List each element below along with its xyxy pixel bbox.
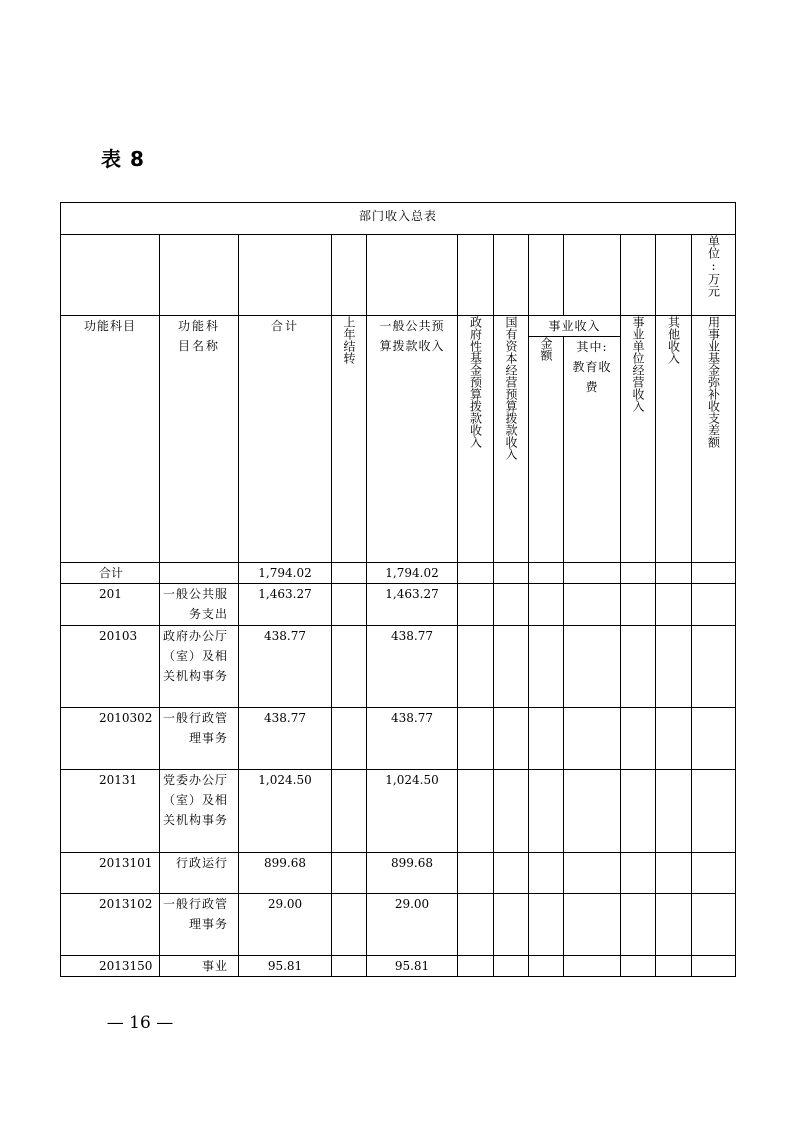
table-cell: 29.00 bbox=[239, 894, 332, 956]
table-cell bbox=[529, 770, 564, 853]
table-cell bbox=[61, 235, 160, 316]
unit-note: 单位:万元 bbox=[706, 235, 721, 297]
table-cell bbox=[529, 708, 564, 770]
table-cell bbox=[367, 235, 458, 316]
table-cell bbox=[332, 770, 367, 853]
header-other-income: 其他收入 bbox=[666, 316, 681, 364]
table-cell bbox=[564, 563, 621, 584]
table-cell: 一般行政管理事务 bbox=[160, 708, 239, 770]
table-cell: 29.00 bbox=[367, 894, 458, 956]
table-cell: 201 bbox=[61, 584, 160, 626]
table-row bbox=[61, 563, 736, 584]
table-cell: 1,024.50 bbox=[239, 770, 332, 853]
table-cell: 2013101 bbox=[61, 853, 160, 894]
table-cell: 899.68 bbox=[367, 853, 458, 894]
table-cell: 2013102 bbox=[61, 894, 160, 956]
table-cell bbox=[692, 770, 736, 853]
income-summary-table bbox=[60, 202, 736, 977]
table-cell bbox=[656, 894, 692, 956]
table-cell bbox=[458, 708, 494, 770]
page-number: — 16 — bbox=[106, 1013, 174, 1033]
table-cell bbox=[458, 626, 494, 708]
table-cell: 事业 bbox=[160, 956, 239, 977]
table-cell bbox=[529, 337, 564, 563]
table-cell bbox=[529, 563, 564, 584]
table-cell bbox=[621, 584, 656, 626]
table-cell bbox=[692, 894, 736, 956]
table-row bbox=[61, 708, 736, 770]
table-cell bbox=[494, 770, 529, 853]
table-cell bbox=[332, 235, 367, 316]
table-cell bbox=[656, 563, 692, 584]
table-cell bbox=[621, 770, 656, 853]
table-cell: 一般行政管理事务 bbox=[160, 894, 239, 956]
table-cell: 2013150 bbox=[61, 956, 160, 977]
table-cell: 20103 bbox=[61, 626, 160, 708]
table-cell bbox=[564, 956, 621, 977]
table-cell bbox=[692, 853, 736, 894]
table-cell: 438.77 bbox=[367, 626, 458, 708]
table-cell bbox=[564, 584, 621, 626]
table-cell bbox=[332, 708, 367, 770]
table-cell bbox=[529, 235, 564, 316]
table-cell bbox=[621, 956, 656, 977]
table-cell bbox=[494, 894, 529, 956]
table-cell: 20131 bbox=[61, 770, 160, 853]
table-cell bbox=[332, 316, 367, 563]
table-cell bbox=[692, 563, 736, 584]
table-cell bbox=[692, 235, 736, 316]
table-cell bbox=[692, 584, 736, 626]
table-cell: 政府办公厅（室）及相关机构事务 bbox=[160, 626, 239, 708]
table-cell bbox=[239, 235, 332, 316]
table-cell bbox=[458, 853, 494, 894]
table-cell bbox=[621, 316, 656, 563]
table-cell bbox=[458, 956, 494, 977]
table-cell bbox=[494, 235, 529, 316]
table-cell: 438.77 bbox=[367, 708, 458, 770]
header-affiliated-income: 事业单位经营收入 bbox=[631, 316, 645, 412]
table-cell: 合计 bbox=[61, 563, 160, 584]
header-of-which-edu: 其中:教育收费 bbox=[564, 337, 621, 563]
table-cell bbox=[564, 853, 621, 894]
table-row bbox=[61, 894, 736, 956]
table-cell bbox=[692, 626, 736, 708]
table-cell bbox=[564, 235, 621, 316]
table-cell bbox=[458, 235, 494, 316]
table-cell bbox=[621, 708, 656, 770]
table-title: 部门收入总表 bbox=[61, 203, 736, 235]
table-cell bbox=[692, 956, 736, 977]
table-label: 表 8 bbox=[101, 147, 145, 171]
table-row bbox=[61, 626, 736, 708]
table-cell bbox=[656, 708, 692, 770]
table-cell bbox=[656, 316, 692, 563]
table-cell: 1,794.02 bbox=[367, 563, 458, 584]
table-cell: 438.77 bbox=[239, 626, 332, 708]
table-cell: 1,794.02 bbox=[239, 563, 332, 584]
table-cell bbox=[458, 584, 494, 626]
table-cell bbox=[160, 235, 239, 316]
table-cell bbox=[458, 770, 494, 853]
header-amount: 金额 bbox=[539, 337, 553, 361]
table-cell bbox=[621, 853, 656, 894]
table-cell bbox=[458, 894, 494, 956]
table-cell bbox=[564, 894, 621, 956]
table-cell bbox=[656, 770, 692, 853]
table-cell bbox=[564, 708, 621, 770]
table-cell bbox=[160, 563, 239, 584]
header-fund-budget: 政府性基金预算拨款收入 bbox=[468, 316, 483, 448]
table-cell bbox=[494, 584, 529, 626]
header-state-capital: 国有资本经营预算拨款收入 bbox=[504, 316, 518, 460]
table-cell: 一般公共服务支出 bbox=[160, 584, 239, 626]
table-cell bbox=[458, 563, 494, 584]
table-cell: 1,024.50 bbox=[367, 770, 458, 853]
table-cell bbox=[529, 956, 564, 977]
table-cell bbox=[656, 853, 692, 894]
header-func-code: 功能科目 bbox=[61, 316, 160, 563]
table-cell bbox=[656, 235, 692, 316]
header-fund-gap: 用事业基金弥补收支差额 bbox=[706, 316, 721, 448]
header-general-budget: 一般公共预算拨款收入 bbox=[367, 316, 458, 563]
table-row bbox=[61, 956, 736, 977]
header-business-income: 事业收入 bbox=[529, 316, 621, 337]
table-cell bbox=[529, 853, 564, 894]
table-cell bbox=[332, 626, 367, 708]
table-cell: 党委办公厅（室）及相关机构事务 bbox=[160, 770, 239, 853]
table-cell bbox=[529, 584, 564, 626]
table-cell bbox=[529, 626, 564, 708]
table-cell bbox=[656, 956, 692, 977]
table-cell: 438.77 bbox=[239, 708, 332, 770]
table-cell bbox=[564, 626, 621, 708]
table-cell: 2010302 bbox=[61, 708, 160, 770]
table-cell bbox=[458, 316, 494, 563]
table-cell bbox=[656, 584, 692, 626]
table-cell: 行政运行 bbox=[160, 853, 239, 894]
table-cell bbox=[494, 708, 529, 770]
table-row bbox=[61, 770, 736, 853]
table-cell bbox=[621, 894, 656, 956]
table-cell bbox=[494, 956, 529, 977]
table-row bbox=[61, 584, 736, 626]
table-cell bbox=[332, 584, 367, 626]
table-cell bbox=[332, 853, 367, 894]
table-cell bbox=[564, 770, 621, 853]
table-row bbox=[61, 853, 736, 894]
table-cell bbox=[621, 235, 656, 316]
table-cell bbox=[621, 563, 656, 584]
table-cell bbox=[332, 894, 367, 956]
table-cell: 95.81 bbox=[367, 956, 458, 977]
table-cell: 95.81 bbox=[239, 956, 332, 977]
table-cell bbox=[692, 708, 736, 770]
table-cell: 899.68 bbox=[239, 853, 332, 894]
header-func-name: 功能科目名称 bbox=[160, 316, 239, 563]
header-total: 合计 bbox=[239, 316, 332, 563]
table-cell: 1,463.27 bbox=[239, 584, 332, 626]
table-cell bbox=[494, 316, 529, 563]
table-cell bbox=[494, 563, 529, 584]
table-cell bbox=[494, 853, 529, 894]
header-carryover: 上年结转 bbox=[342, 316, 356, 364]
table-cell bbox=[529, 894, 564, 956]
table-cell bbox=[494, 626, 529, 708]
table-cell bbox=[332, 956, 367, 977]
table-cell: 1,463.27 bbox=[367, 584, 458, 626]
table-cell bbox=[332, 563, 367, 584]
table-cell bbox=[656, 626, 692, 708]
table-cell bbox=[621, 626, 656, 708]
table-cell bbox=[692, 316, 736, 563]
